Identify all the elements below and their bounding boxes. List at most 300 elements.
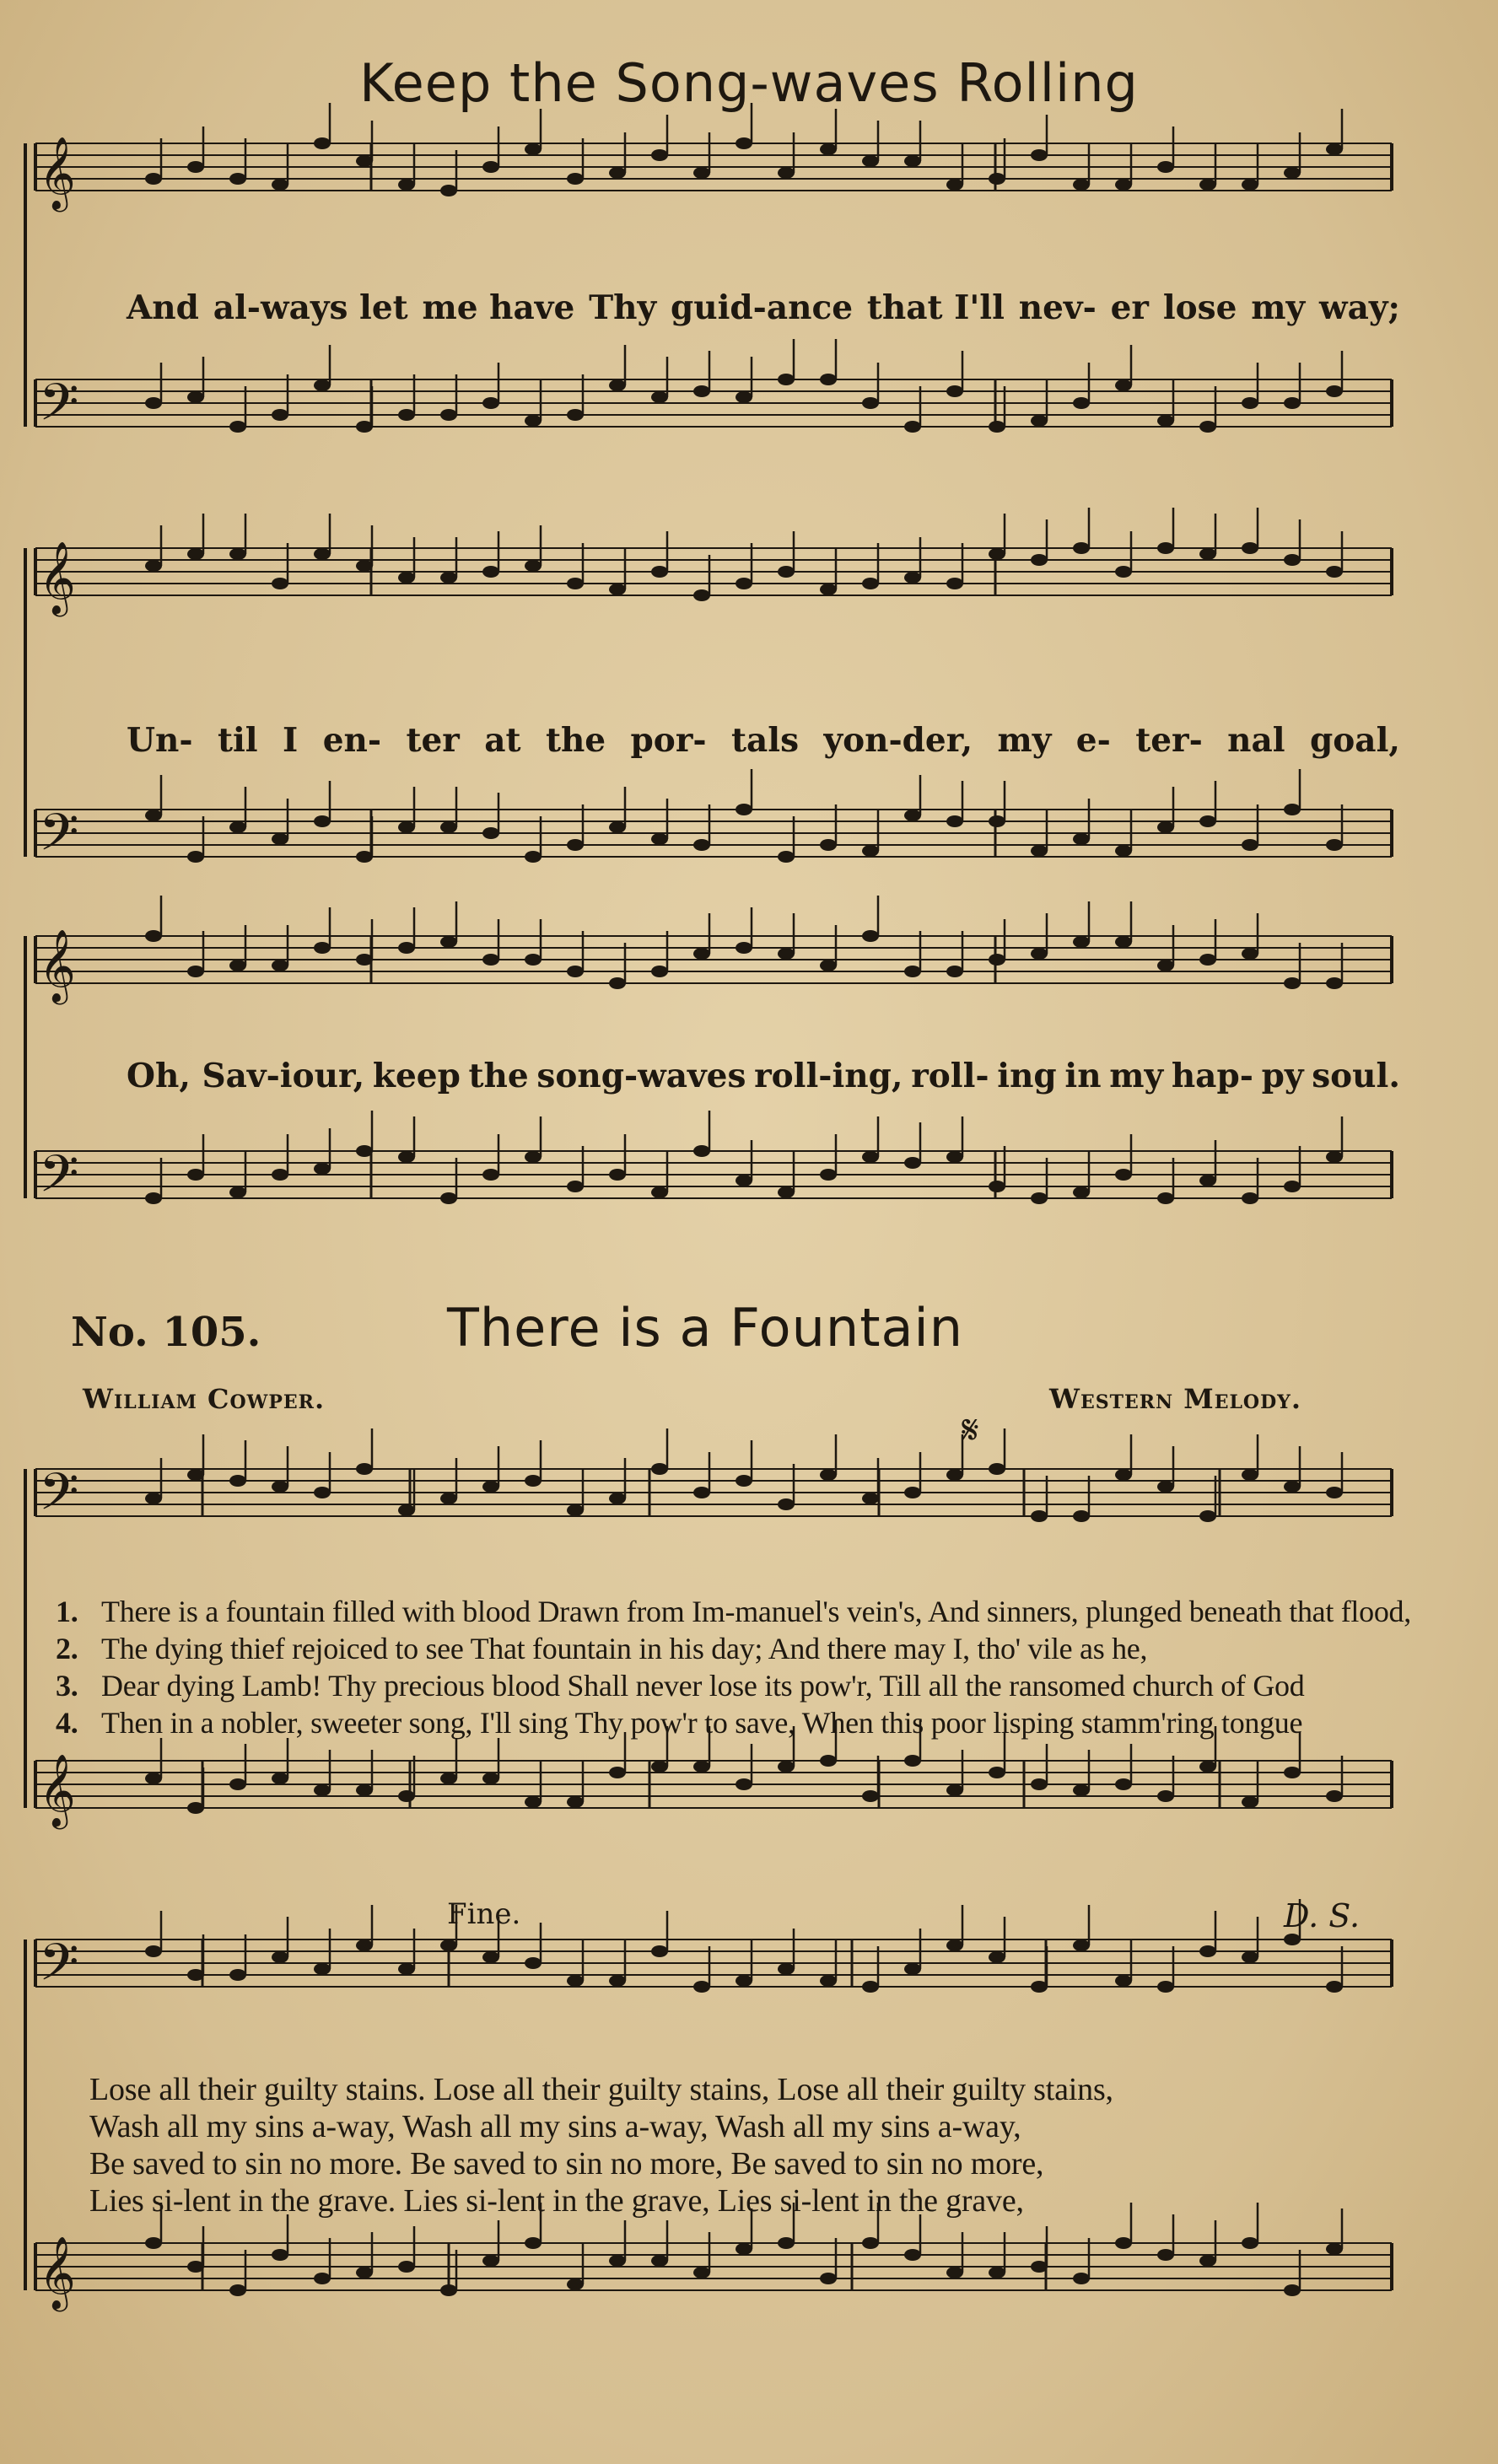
note-head: [1157, 2249, 1174, 2261]
refrain-line-4: Lies si-lent in the grave. Lies si-lent in the grave, Lies si-lent in the grave,: [89, 2183, 1024, 2219]
note-head: [272, 2249, 288, 2261]
lyric-word: roll-: [911, 1057, 989, 1095]
note-head: [482, 2255, 499, 2267]
note-head: [314, 815, 331, 827]
refrain-line-2: Wash all my sins a-way, Wash all my sins a-way, Wash all my sins a-way,: [89, 2109, 1021, 2144]
note-head: [1115, 566, 1132, 578]
note-head: [356, 851, 373, 863]
note-head: [989, 1767, 1005, 1778]
note-head: [145, 930, 162, 942]
note-head: [1115, 1169, 1132, 1181]
note-head: [567, 1504, 584, 1516]
note-head: [356, 155, 373, 167]
note-head: [609, 1493, 626, 1504]
note-head: [1199, 2255, 1216, 2267]
note-head: [1199, 954, 1216, 966]
note-head: [229, 548, 246, 560]
note-head: [946, 815, 963, 827]
note-head: [736, 1975, 752, 1987]
note-head: [314, 1487, 331, 1498]
note-head: [272, 833, 288, 845]
note-head: [862, 1151, 879, 1163]
verse-number: 3.: [56, 1669, 78, 1703]
note-head: [1031, 1192, 1048, 1204]
note-head: [1157, 1981, 1174, 1993]
note-head: [609, 821, 626, 833]
note-head: [145, 810, 162, 821]
note-head: [736, 1175, 752, 1186]
lyric-word: nal: [1227, 721, 1285, 760]
note-head: [820, 839, 837, 851]
note-head: [1073, 1784, 1090, 1796]
note-head: [229, 421, 246, 433]
note-head: [1199, 815, 1216, 827]
note-head: [1284, 1181, 1301, 1192]
note-head: [1073, 542, 1090, 554]
note-head: [567, 173, 584, 185]
note-head: [989, 421, 1005, 433]
note-head: [314, 1163, 331, 1175]
note-head: [356, 421, 373, 433]
note-head: [904, 1157, 921, 1169]
note-head: [229, 2284, 246, 2296]
lyric-word: py: [1261, 1057, 1304, 1095]
note-head: [440, 409, 457, 421]
dal-segno-marking: D. S.: [1284, 1897, 1361, 1934]
note-head: [272, 1481, 288, 1493]
note-head: [651, 1463, 668, 1475]
note-head: [651, 566, 668, 578]
note-head: [398, 942, 415, 954]
lyric-word: that I'll: [866, 288, 1005, 327]
note-head: [398, 1504, 415, 1516]
note-head: [567, 1796, 584, 1808]
note-head: [1199, 548, 1216, 560]
note-head: [904, 1487, 921, 1498]
note-head: [1326, 839, 1343, 851]
note-head: [482, 397, 499, 409]
note-head: [145, 1773, 162, 1784]
note-head: [482, 1169, 499, 1181]
note-head: [778, 1963, 795, 1975]
song-title: There is a Fountain: [447, 1297, 964, 1358]
note-head: [1157, 415, 1174, 427]
note-head: [229, 960, 246, 971]
note-head: [778, 851, 795, 863]
note-head: [989, 954, 1005, 966]
note-head: [1073, 397, 1090, 409]
note-head: [1031, 1981, 1048, 1993]
note-head: [693, 1487, 710, 1498]
hymn-title: Keep the Song-waves Rolling: [359, 52, 1139, 114]
clef-icon: 𝄞: [39, 137, 76, 209]
note-head: [1242, 1469, 1258, 1481]
note-head: [904, 421, 921, 433]
note-head: [1326, 143, 1343, 155]
note-head: [1031, 1510, 1048, 1522]
note-head: [1326, 1487, 1343, 1498]
note-head: [736, 578, 752, 589]
note-head: [862, 1493, 879, 1504]
note-head: [1242, 1951, 1258, 1963]
note-head: [778, 374, 795, 385]
note-head: [778, 167, 795, 179]
note-head: [482, 566, 499, 578]
note-head: [651, 391, 668, 403]
lyric-word: Thy: [589, 288, 657, 327]
verse-4: [56, 1705, 1405, 1740]
note-head: [736, 2243, 752, 2255]
note-head: [525, 2237, 542, 2249]
note-head: [1157, 1481, 1174, 1493]
note-head: [525, 954, 542, 966]
note-head: [609, 2255, 626, 2267]
note-head: [820, 960, 837, 971]
note-head: [946, 2267, 963, 2278]
note-head: [1157, 1790, 1174, 1802]
lyric-word: tals: [730, 721, 800, 760]
note-head: [904, 155, 921, 167]
clef-icon: 𝄞: [39, 541, 76, 614]
note-head: [229, 821, 246, 833]
note-head: [229, 173, 246, 185]
note-head: [778, 1761, 795, 1773]
lyric-line-2: [127, 721, 1400, 760]
lyric-word: I: [283, 721, 299, 760]
note-head: [862, 397, 879, 409]
note-head: [1326, 566, 1343, 578]
lyric-word: song-waves: [536, 1057, 746, 1095]
lyric-word: me have: [422, 288, 575, 327]
note-head: [904, 966, 921, 977]
lyric-word: goal,: [1310, 721, 1400, 760]
note-head: [946, 1784, 963, 1796]
note-head: [693, 1761, 710, 1773]
note-head: [525, 415, 542, 427]
note-head: [1073, 1510, 1090, 1522]
note-head: [187, 851, 204, 863]
note-head: [272, 179, 288, 191]
note-head: [1284, 977, 1301, 989]
note-head: [145, 1945, 162, 1957]
lyric-word: roll-ing,: [754, 1057, 903, 1095]
lyric-word: And: [127, 288, 199, 327]
note-head: [820, 2273, 837, 2284]
note-head: [356, 1463, 373, 1475]
note-head: [651, 1945, 668, 1957]
lyric-word: the: [468, 1057, 529, 1095]
note-head: [693, 167, 710, 179]
note-head: [398, 179, 415, 191]
verse-number: 4.: [56, 1706, 78, 1740]
note-head: [356, 1939, 373, 1951]
lyric-word: my: [997, 721, 1052, 760]
note-head: [314, 2273, 331, 2284]
lyric-line-3: [127, 1057, 1400, 1095]
note-head: [693, 385, 710, 397]
note-head: [314, 942, 331, 954]
note-head: [651, 2255, 668, 2267]
note-head: [1073, 1939, 1090, 1951]
note-head: [1326, 1981, 1343, 1993]
note-head: [946, 179, 963, 191]
note-head: [229, 1186, 246, 1198]
note-head: [904, 1963, 921, 1975]
note-head: [1242, 179, 1258, 191]
note-head: [1199, 1761, 1216, 1773]
note-head: [778, 1498, 795, 1510]
note-head: [989, 548, 1005, 560]
note-head: [272, 409, 288, 421]
note-head: [356, 1784, 373, 1796]
note-head: [482, 1951, 499, 1963]
note-head: [1242, 948, 1258, 960]
lyric-line-1: [127, 288, 1400, 327]
note-head: [229, 1969, 246, 1981]
lyric-word: en-: [322, 721, 382, 760]
lyric-word: Oh, Sav-iour,: [127, 1057, 365, 1095]
note-head: [482, 1773, 499, 1784]
note-head: [736, 1778, 752, 1790]
note-head: [1115, 1975, 1132, 1987]
note-head: [862, 2237, 879, 2249]
note-head: [440, 1939, 457, 1951]
note-head: [862, 155, 879, 167]
note-head: [567, 578, 584, 589]
note-head: [904, 810, 921, 821]
fine-marking: Fine.: [447, 1897, 521, 1931]
note-head: [989, 1463, 1005, 1475]
note-head: [820, 374, 837, 385]
note-head: [314, 379, 331, 391]
note-head: [609, 167, 626, 179]
note-head: [440, 572, 457, 584]
note-head: [356, 954, 373, 966]
lyric-word: Un-: [127, 721, 193, 760]
verse-text: There is a fountain filled with blood Drawn from Im-manuel's vein's, And sinners, plunged beneath that flood,: [101, 1595, 1411, 1628]
note-head: [862, 1790, 879, 1802]
note-head: [482, 827, 499, 839]
verse-1: [56, 1594, 1411, 1629]
lyric-word: por-: [630, 721, 707, 760]
note-head: [862, 578, 879, 589]
note-head: [229, 1778, 246, 1790]
lyric-word: al-ways let: [213, 288, 408, 327]
note-head: [989, 2267, 1005, 2278]
note-head: [145, 173, 162, 185]
note-head: [440, 1192, 457, 1204]
note-head: [820, 1469, 837, 1481]
note-head: [1284, 2284, 1301, 2296]
clef-icon: 𝄢: [39, 373, 79, 445]
note-head: [862, 845, 879, 857]
note-head: [398, 409, 415, 421]
note-head: [946, 1469, 963, 1481]
note-head: [820, 1755, 837, 1767]
note-head: [145, 560, 162, 572]
note-head: [946, 1939, 963, 1951]
verse-text: Dear dying Lamb! Thy precious blood Shall never lose its pow'r, Till all the ransomed church of God: [101, 1669, 1305, 1703]
note-head: [145, 1493, 162, 1504]
note-head: [1242, 839, 1258, 851]
note-head: [946, 1151, 963, 1163]
note-head: [651, 1761, 668, 1773]
note-head: [1115, 379, 1132, 391]
note-head: [187, 161, 204, 173]
lyric-word: in: [1064, 1057, 1102, 1095]
note-head: [693, 1145, 710, 1157]
note-head: [1031, 554, 1048, 566]
note-head: [1115, 845, 1132, 857]
note-head: [736, 1475, 752, 1487]
note-head: [1115, 179, 1132, 191]
lyric-word: way;: [1319, 288, 1400, 327]
note-head: [1115, 1469, 1132, 1481]
note-head: [778, 948, 795, 960]
lyric-word: er: [1110, 288, 1149, 327]
note-head: [651, 149, 668, 161]
note-head: [187, 1169, 204, 1181]
verse-text: The dying thief rejoiced to see That fountain in his day; And there may I, tho' vile as he,: [101, 1632, 1148, 1665]
note-head: [1157, 960, 1174, 971]
note-head: [693, 589, 710, 601]
note-head: [398, 1963, 415, 1975]
note-head: [1284, 1934, 1301, 1945]
note-head: [1284, 1481, 1301, 1493]
note-head: [1115, 936, 1132, 948]
note-head: [525, 1475, 542, 1487]
note-head: [145, 2237, 162, 2249]
note-head: [820, 1169, 837, 1181]
note-head: [1031, 149, 1048, 161]
note-head: [1242, 542, 1258, 554]
lyric-word: ter: [406, 721, 460, 760]
note-head: [1199, 179, 1216, 191]
note-head: [609, 1767, 626, 1778]
clef-icon: 𝄢: [39, 1144, 79, 1217]
note-head: [482, 954, 499, 966]
note-head: [525, 1796, 542, 1808]
note-head: [567, 966, 584, 977]
note-head: [1326, 385, 1343, 397]
note-head: [1073, 2273, 1090, 2284]
note-head: [1073, 833, 1090, 845]
note-head: [440, 821, 457, 833]
note-head: [398, 1790, 415, 1802]
note-head: [525, 560, 542, 572]
note-head: [567, 1181, 584, 1192]
note-head: [145, 1192, 162, 1204]
note-head: [1031, 2261, 1048, 2273]
lyric-word: at: [484, 721, 521, 760]
note-head: [989, 815, 1005, 827]
note-head: [398, 1151, 415, 1163]
lyric-word: guid-ance: [670, 288, 854, 327]
note-head: [989, 1181, 1005, 1192]
lyric-word: ing: [997, 1057, 1057, 1095]
lyric-word: yon-der,: [823, 721, 973, 760]
verse-3: [56, 1668, 1405, 1703]
note-head: [1326, 977, 1343, 989]
refrain-line-3: Be saved to sin no more. Be saved to sin no more, Be saved to sin no more,: [89, 2146, 1044, 2182]
note-head: [272, 1169, 288, 1181]
note-head: [1115, 2237, 1132, 2249]
note-head: [1199, 1175, 1216, 1186]
lyric-word: hap-: [1171, 1057, 1253, 1095]
note-head: [778, 1186, 795, 1198]
note-head: [1242, 2237, 1258, 2249]
note-head: [525, 1151, 542, 1163]
clef-icon: 𝄢: [39, 1933, 79, 2005]
note-head: [356, 1145, 373, 1157]
note-head: [651, 966, 668, 977]
note-head: [272, 1951, 288, 1963]
lyric-word: the: [545, 721, 606, 760]
note-head: [862, 930, 879, 942]
note-head: [1157, 161, 1174, 173]
note-head: [314, 1963, 331, 1975]
note-head: [1031, 845, 1048, 857]
note-head: [525, 851, 542, 863]
note-head: [567, 2278, 584, 2290]
note-head: [1157, 542, 1174, 554]
note-head: [989, 1951, 1005, 1963]
note-head: [1073, 1186, 1090, 1198]
note-head: [1199, 421, 1216, 433]
refrain-line-1: Lose all their guilty stains. Lose all their guilty stains, Lose all their guilty stains,: [89, 2072, 1113, 2107]
note-head: [314, 548, 331, 560]
note-head: [1031, 415, 1048, 427]
note-head: [187, 1969, 204, 1981]
note-head: [609, 584, 626, 595]
note-head: [440, 1493, 457, 1504]
note-head: [946, 385, 963, 397]
verse-2: [56, 1631, 1405, 1666]
note-head: [398, 2261, 415, 2273]
note-head: [820, 1975, 837, 1987]
note-head: [525, 143, 542, 155]
note-head: [778, 2237, 795, 2249]
note-head: [1326, 2243, 1343, 2255]
note-head: [272, 1773, 288, 1784]
clef-icon: 𝄢: [39, 803, 79, 875]
note-head: [1284, 804, 1301, 815]
note-head: [187, 548, 204, 560]
song-number: No. 105.: [71, 1309, 261, 1356]
clef-icon: 𝄢: [39, 1462, 79, 1535]
note-head: [1326, 1790, 1343, 1802]
verse-number: 1.: [56, 1595, 78, 1628]
clef-icon: 𝄞: [39, 1754, 76, 1826]
note-head: [609, 1169, 626, 1181]
note-head: [946, 578, 963, 589]
note-head: [525, 1957, 542, 1969]
note-head: [989, 173, 1005, 185]
note-head: [693, 2267, 710, 2278]
note-head: [1242, 1796, 1258, 1808]
note-head: [609, 379, 626, 391]
note-head: [1242, 397, 1258, 409]
note-head: [862, 1981, 879, 1993]
note-head: [736, 391, 752, 403]
note-head: [272, 578, 288, 589]
note-head: [187, 391, 204, 403]
note-head: [820, 143, 837, 155]
lyric-word: soul.: [1312, 1057, 1400, 1095]
note-head: [187, 2261, 204, 2273]
note-head: [736, 942, 752, 954]
note-head: [398, 572, 415, 584]
